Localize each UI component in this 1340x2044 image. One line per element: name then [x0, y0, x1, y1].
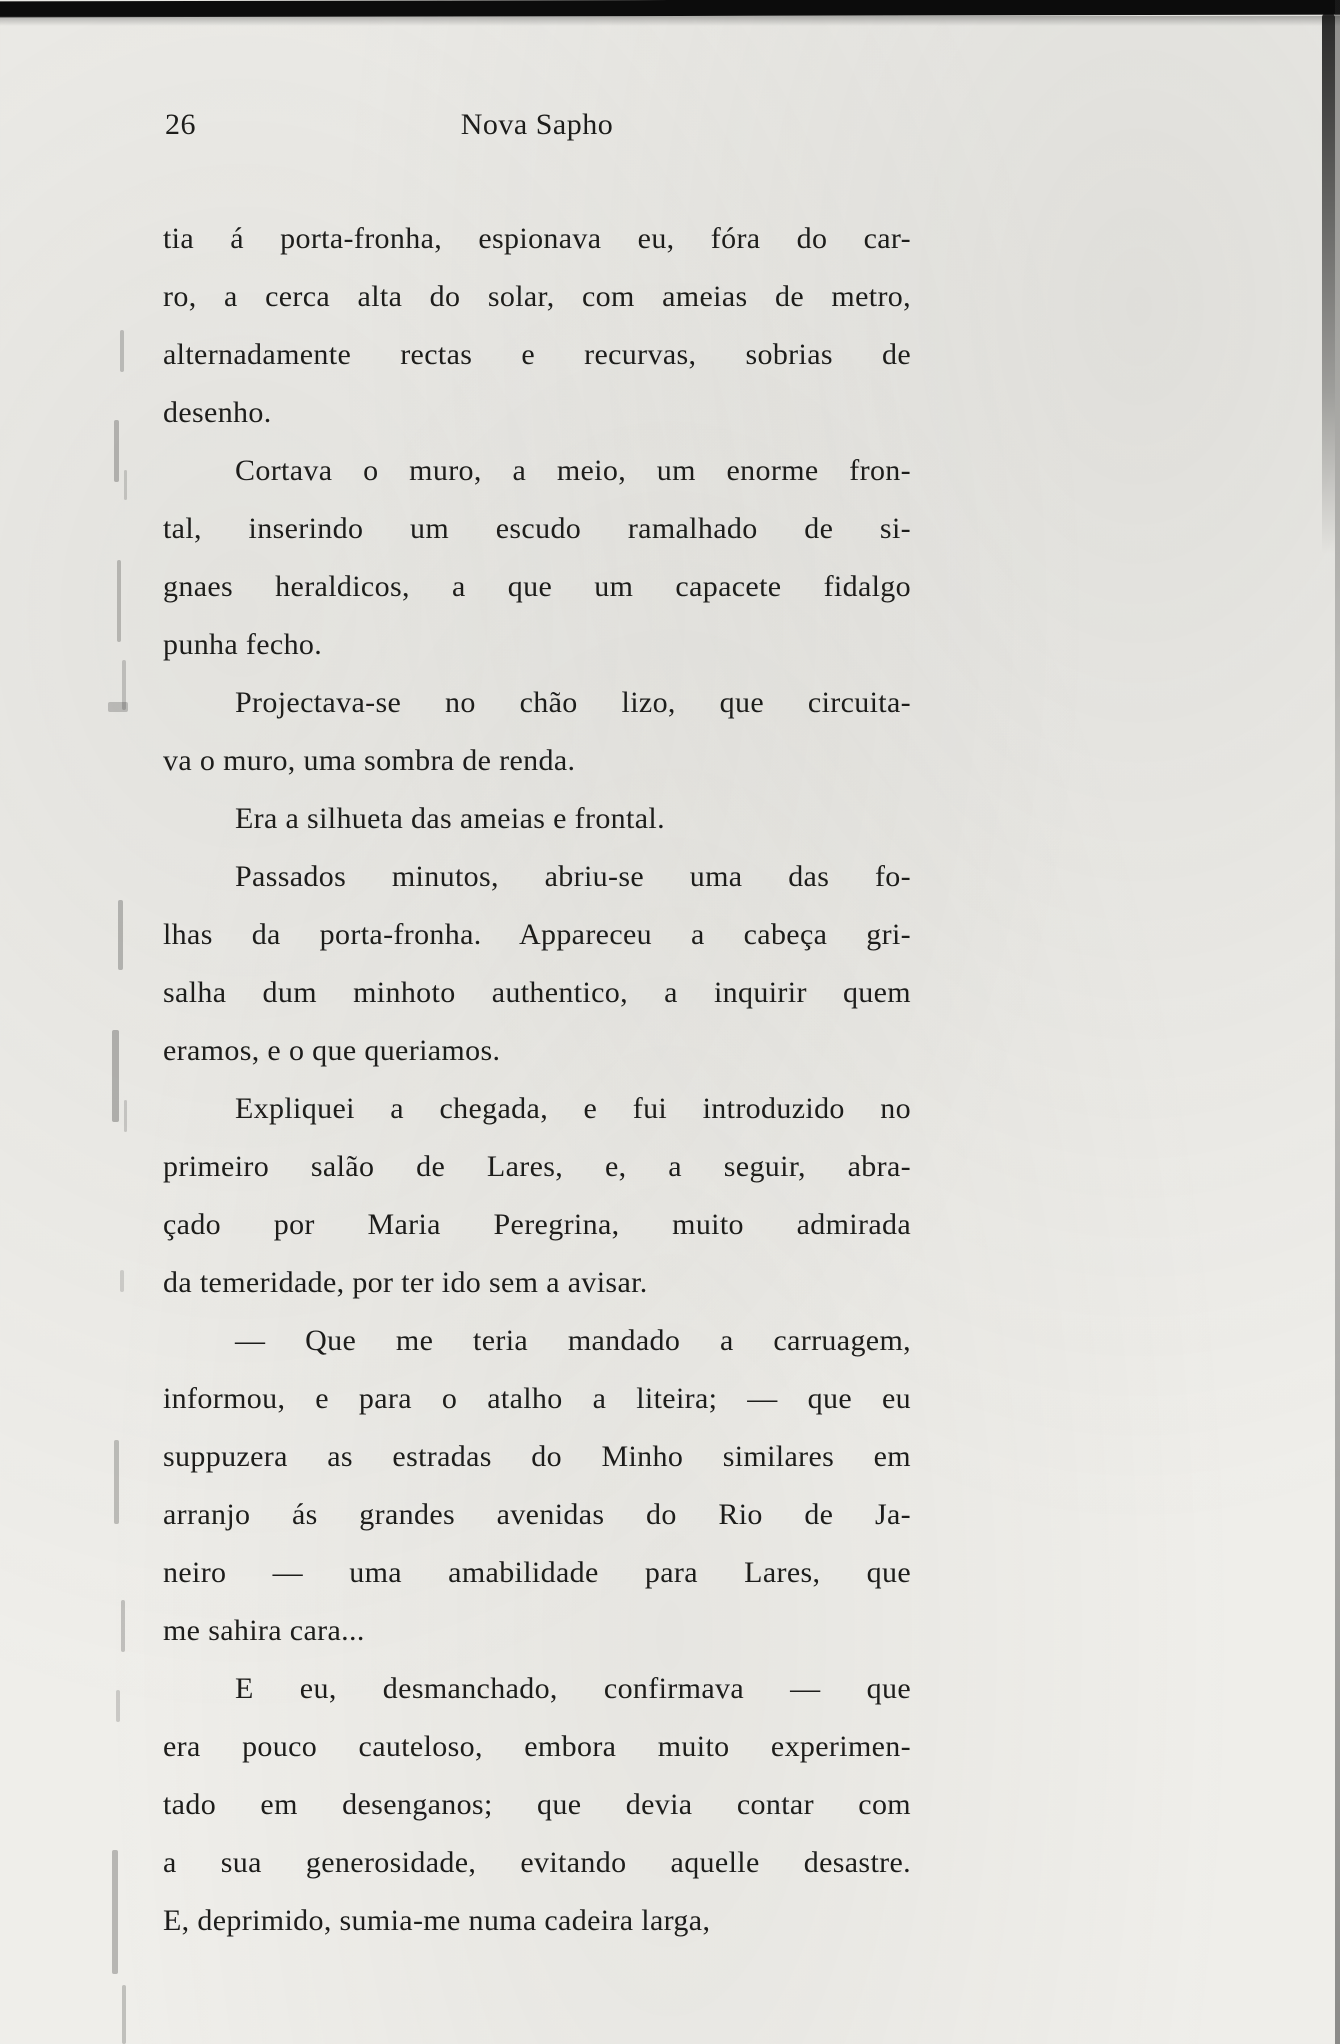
scan-top-bar-shadow — [0, 16, 1340, 26]
text-block — [163, 108, 911, 1950]
text-line: tal, inserindo um escudo ramalhado de si- — [163, 512, 911, 545]
text-line: lhas da porta-fronha. Appareceu a cabeça gri- — [163, 918, 911, 951]
text-line: tia á porta-fronha, espionava eu, fóra do car- — [163, 222, 911, 255]
text-line: era pouco cauteloso, embora muito experimen- — [163, 1730, 911, 1763]
text-line: E, deprimido, sumia-me numa cadeira larga, — [163, 1904, 711, 1937]
paragraph — [163, 1660, 911, 1950]
text-line: Era a silhueta das ameias e frontal. — [235, 802, 665, 835]
scan-top-bar — [0, 0, 1340, 17]
text-line: suppuzera as estradas do Minho similares em — [163, 1440, 911, 1473]
text-line: Cortava o muro, a meio, um enorme fron- — [235, 454, 911, 487]
text-line: Passados minutos, abriu-se uma das fo- — [235, 860, 911, 893]
text-line: va o muro, uma sombra de renda. — [163, 744, 576, 777]
text-line: çado por Maria Peregrina, muito admirada — [163, 1208, 911, 1241]
text-line: ro, a cerca alta do solar, com ameias de metro, — [163, 280, 911, 313]
text-line: informou, e para o atalho a liteira; — que eu — [163, 1382, 911, 1415]
text-line: Expliquei a chegada, e fui introduzido no — [235, 1092, 911, 1125]
binding-marks — [0, 0, 150, 2044]
page-number: 26 — [165, 108, 196, 141]
text-line: alternadamente rectas e recurvas, sobrias de — [163, 338, 911, 371]
scan-right-edge — [1335, 0, 1340, 2044]
text-line: Projectava-se no chão lizo, que circuita- — [235, 686, 911, 719]
text-line: — Que me teria mandado a carruagem, — [235, 1324, 911, 1357]
paragraph — [163, 1312, 911, 1660]
text-line: a sua generosidade, evitando aquelle desastre. — [163, 1846, 911, 1879]
text-line: neiro — uma amabilidade para Lares, que — [163, 1556, 911, 1589]
paragraph — [163, 210, 911, 442]
text-line: da temeridade, por ter ido sem a avisar. — [163, 1266, 648, 1299]
page-header — [163, 108, 911, 150]
paragraph — [163, 1080, 911, 1312]
text-line: desenho. — [163, 396, 272, 429]
body-text — [163, 210, 911, 1950]
scan-right-streak — [1322, 14, 1335, 554]
text-line: tado em desenganos; que devia contar com — [163, 1788, 911, 1821]
paragraph — [163, 442, 911, 674]
text-line: primeiro salão de Lares, e, a seguir, abra- — [163, 1150, 911, 1183]
paragraph — [163, 674, 911, 790]
paragraph — [163, 790, 911, 848]
paragraph — [163, 848, 911, 1080]
text-line: eramos, e o que queriamos. — [163, 1034, 501, 1067]
text-line: punha fecho. — [163, 628, 323, 661]
running-title: Nova Sapho — [460, 108, 614, 141]
text-line: E eu, desmanchado, confirmava — que — [235, 1672, 911, 1705]
text-line: me sahira cara... — [163, 1614, 365, 1647]
text-line: arranjo ás grandes avenidas do Rio de Ja- — [163, 1498, 911, 1531]
text-line: gnaes heraldicos, a que um capacete fidalgo — [163, 570, 911, 603]
text-line: salha dum minhoto authentico, a inquirir quem — [163, 976, 911, 1009]
